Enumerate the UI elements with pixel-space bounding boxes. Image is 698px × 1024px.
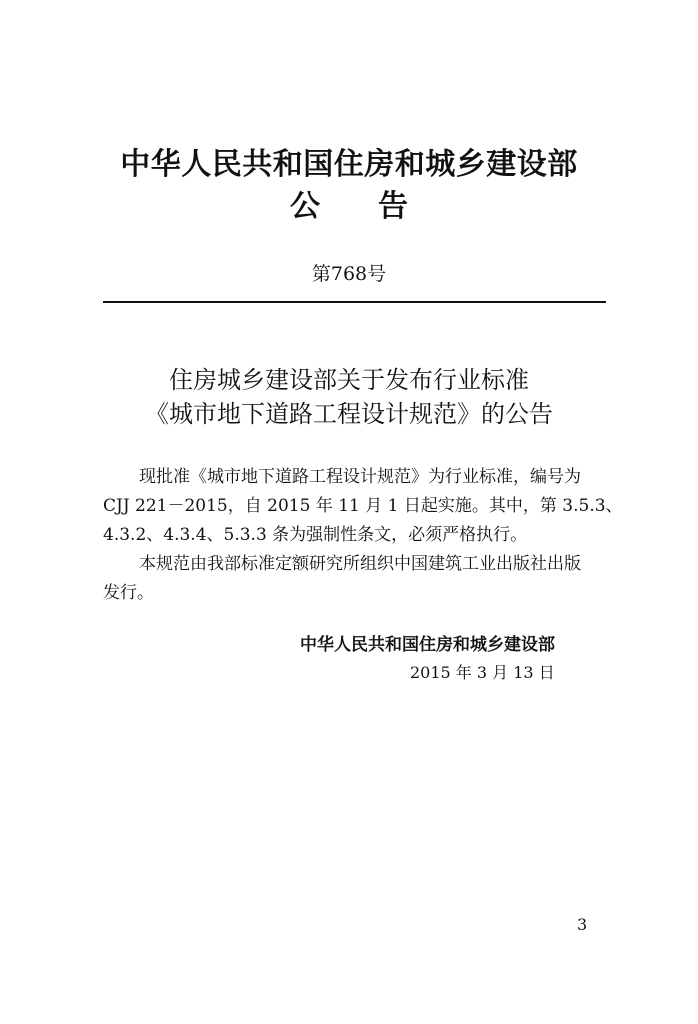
page-number: 3 — [577, 915, 588, 934]
notice-title-line-2: 《城市地下道路工程设计规范》的公告 — [145, 400, 553, 428]
notice-title-line-1: 住房城乡建设部关于发布行业标准 — [169, 366, 529, 394]
signature-date: 2015 年 3 月 13 日 — [410, 663, 555, 682]
header-divider — [103, 301, 606, 303]
paragraph-1-line-3: 4.3.2、4.3.4、5.3.3 条为强制性条文，必须严格执行。 — [103, 525, 528, 545]
paragraph-2-line-2: 发行。 — [103, 583, 154, 603]
announcement-title: 公告 — [290, 189, 466, 224]
paragraph-1-line-2: CJJ 221－2015，自 2015 年 11 月 1 日起实施。其中，第 3.5.3、 — [103, 496, 623, 516]
paragraph-2-line-1: 本规范由我部标准定额研究所组织中国建筑工业出版社出版 — [139, 554, 581, 574]
signature-organization: 中华人民共和国住房和城乡建设部 — [300, 635, 555, 655]
paragraph-1-line-1: 现批准《城市地下道路工程设计规范》为行业标准，编号为 — [139, 467, 581, 487]
document-number: 第768号 — [311, 263, 387, 285]
ministry-title: 中华人民共和国住房和城乡建设部 — [120, 147, 578, 182]
